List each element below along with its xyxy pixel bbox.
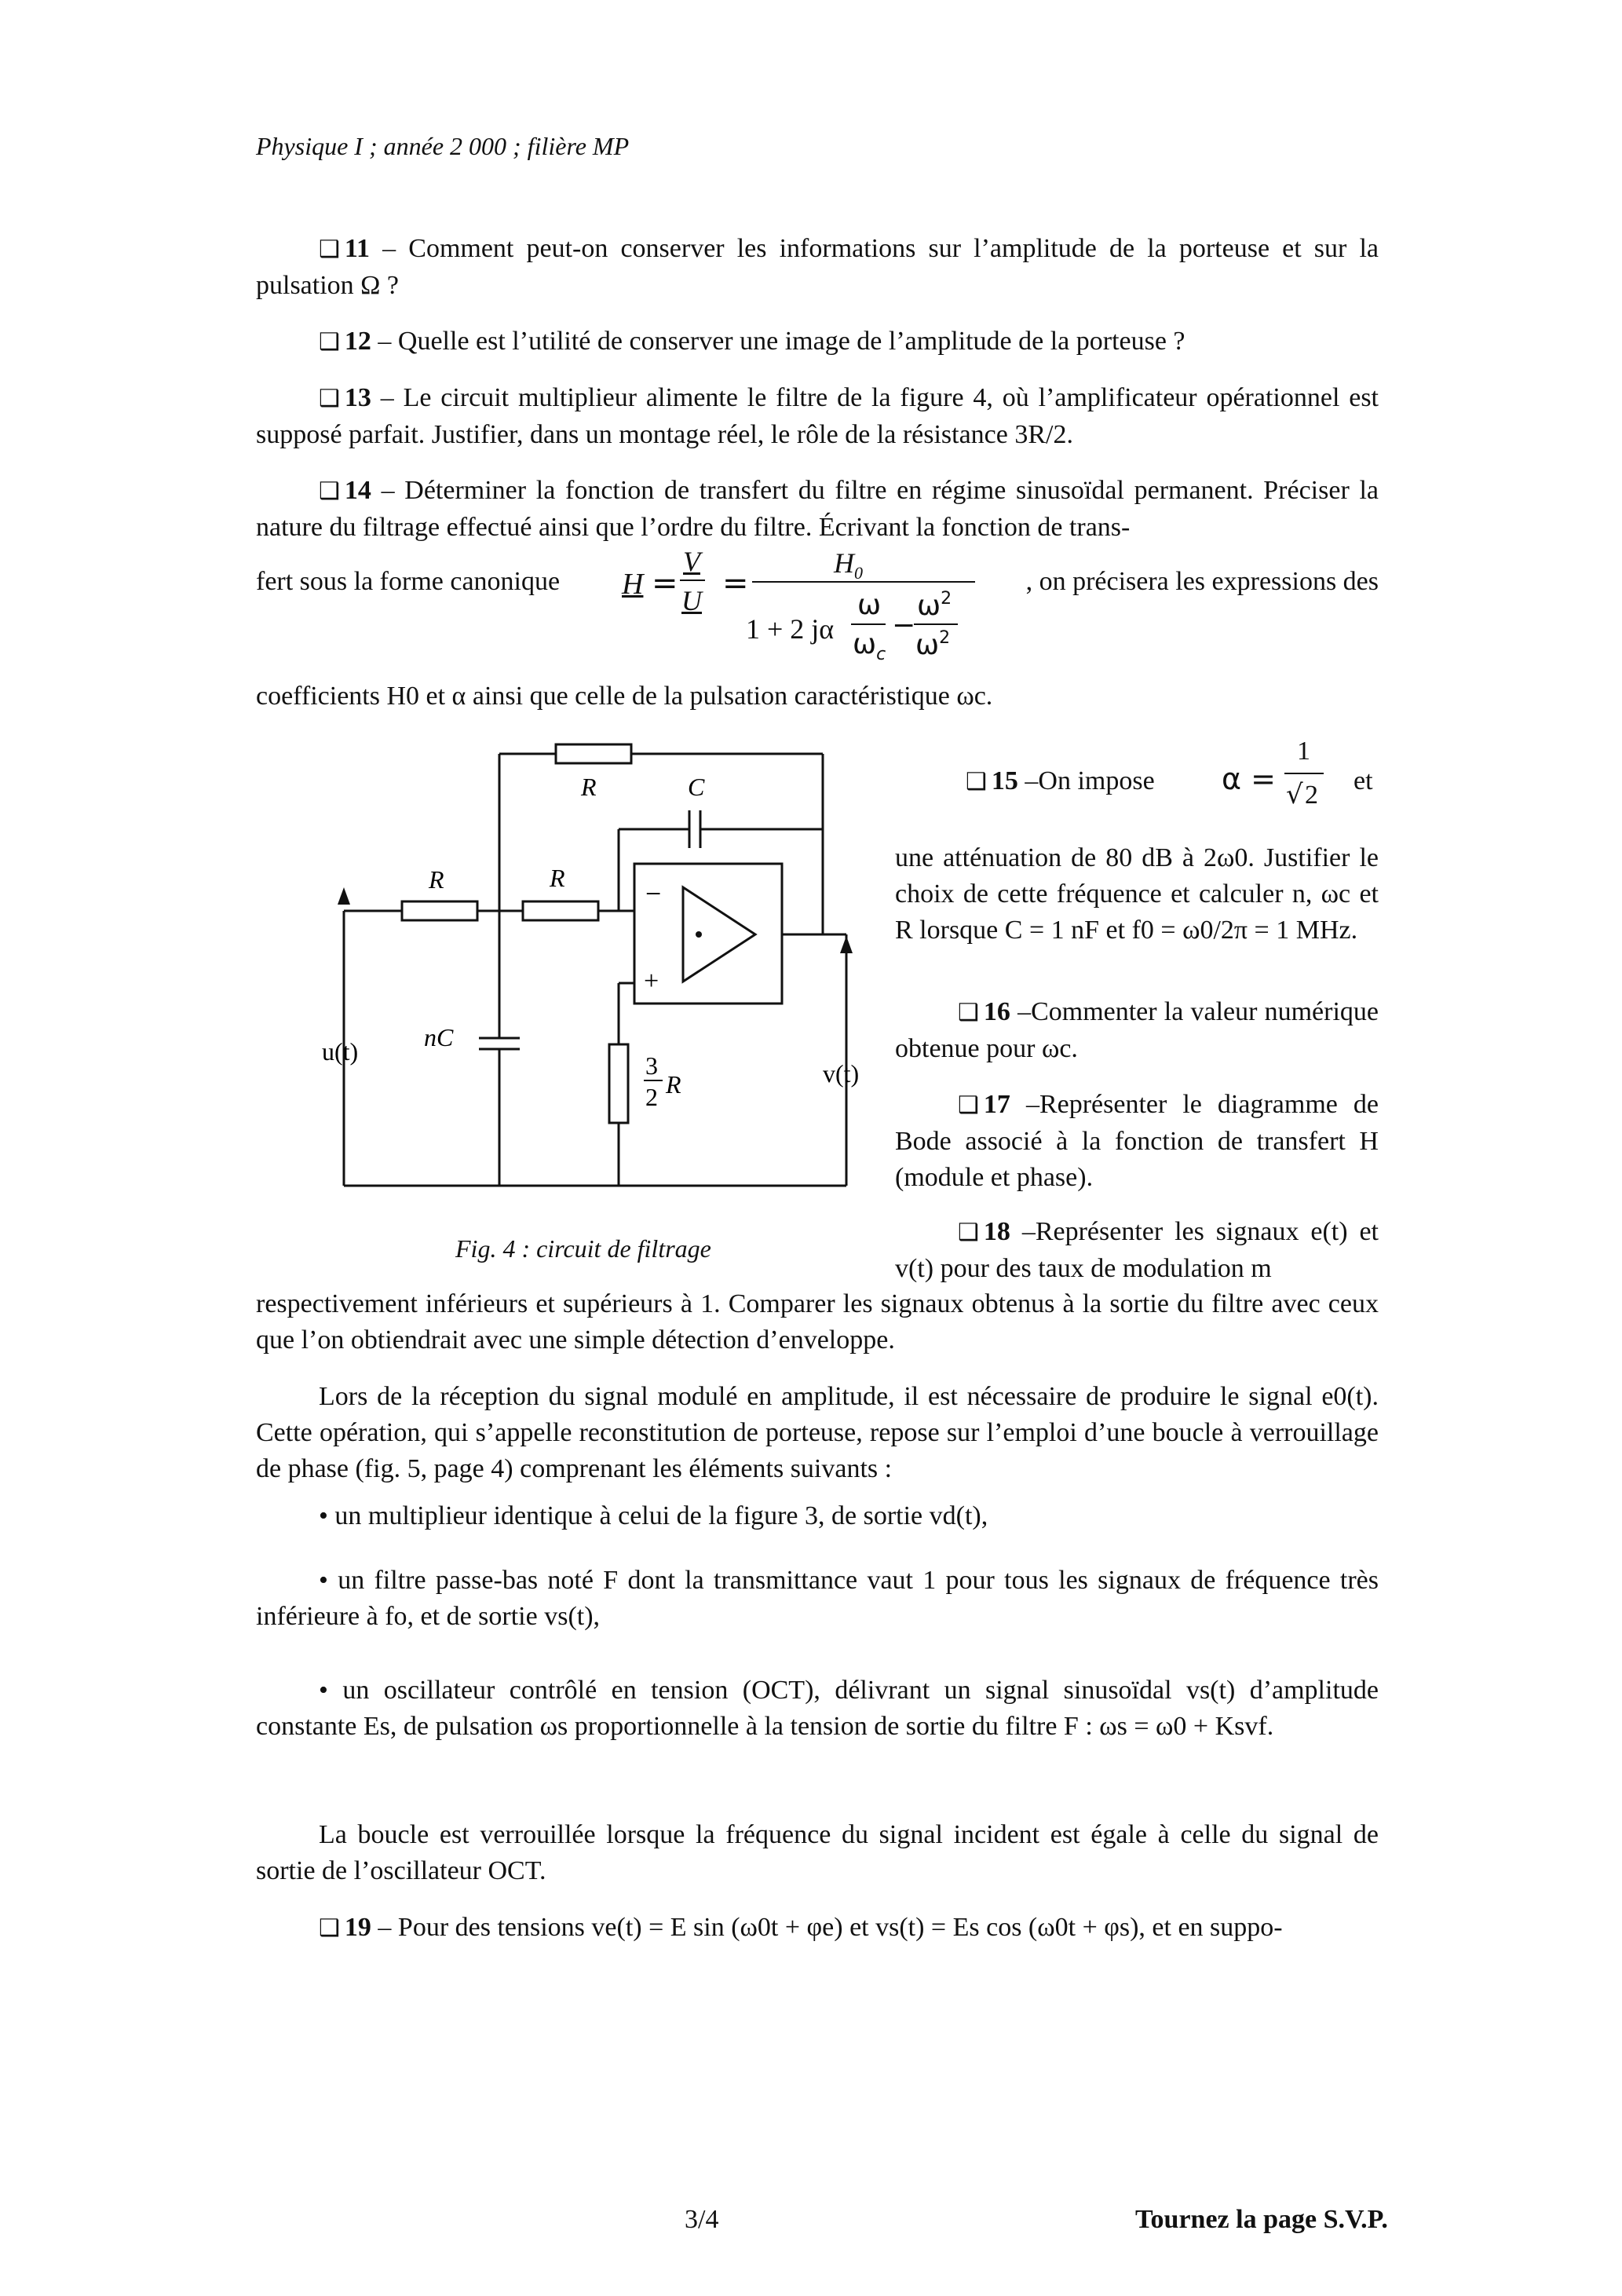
canonical-form-label: fert sous la forme canonique [256,567,561,596]
alpha-formula: α = 1 √ 2 [1222,737,1339,831]
question-15-text: une atténuation de 80 dB à 2ω0. Justifier le choix de cette fréquence et calculer n, ωc et R lorsque C = 1 nF et f0 = ω0/2π = 1 MHz. [895,843,1379,945]
filter-circuit-diagram [314,730,879,1217]
label-minus: − [645,878,662,909]
coefficients-line: coefficients H0 et α ainsi que celle de la pulsation caractéristique ωc. [256,682,993,711]
label-r-mid: R [550,864,565,892]
figure-caption: Fig. 4 : circuit de filtrage [455,1234,711,1263]
checkbox-icon: ❑ [319,385,340,412]
label-2: 2 [645,1083,658,1111]
bullet-icon: • [319,1501,335,1530]
checkbox-icon: ❑ [319,328,340,356]
resistor-top [556,744,631,763]
question-18-continued: respectivement inférieurs et supérieurs à 1. Comparer les signaux obtenus à la sortie du filtre avec ceux que l’on obtiendrait avec une simple détection d’enveloppe. [256,1289,1379,1355]
label-plus: + [644,967,659,996]
bullet-multiplier: • un multiplieur identique à celui de la figure 3, de sortie vd(t), [319,1501,988,1530]
label-3: 3 [645,1051,658,1080]
loop-paragraph: La boucle est verrouillée lorsque la fréquence du signal incident est égale à celle du signal de sortie de l’oscillateur OCT. [256,1820,1379,1885]
q15-et: et [1353,766,1373,795]
bullet-filter: • un filtre passe-bas noté F dont la transmittance vaut 1 pour tous les signaux de fréquence très inférieure à fo, et de sortie vs(t), [256,1566,1379,1631]
label-r-top: R [581,773,597,801]
resistor-middle [523,901,598,920]
turn-page-note: Tournez la page S.V.P. [1135,2205,1388,2234]
question-14: ❑ 14 – Déterminer la fonction de transfert du filtre en régime sinusoïdal permanent. Préciser la nature du filtrage effectué ainsi que l’ordre du filtre. Écrivant la fonction de trans- [256,476,1379,542]
question-19: ❑ 19 – Pour des tensions ve(t) = E sin (ω0t + φe) et vs(t) = Es cos (ω0t + φs), et en suppo- [319,1913,1283,1942]
page-header: Physique I ; année 2 000 ; filière MP [256,132,630,160]
checkbox-icon: ❑ [958,999,979,1026]
page-number: 3/4 [685,2205,719,2234]
bullet-icon: • [319,1566,338,1595]
reception-paragraph: Lors de la réception du signal modulé en amplitude, il est nécessaire de produire le signal e0(t). Cette opération, qui s’appelle reconstitution de porteuse, repose sur l’emploi d’une boucle à verrouillage de phase (fig. 5, page 4) comprenant les éléments suivants : [256,1382,1379,1483]
canonical-form-end: , on précisera les expressions des [1025,567,1379,596]
checkbox-icon: ❑ [319,1914,340,1942]
resistor-3r2 [609,1044,628,1123]
question-12: ❑ 12 – Quelle est l’utilité de conserver une image de l’amplitude de la porteuse ? [319,327,1185,356]
question-17: ❑ 17 –Représenter le diagramme de Bode associé à la fonction de transfert H (module et phase). [895,1090,1379,1192]
bullet-icon: • [319,1676,343,1705]
bullet-oscillator: • un oscillateur contrôlé en tension (OCT), délivrant un signal sinusoïdal vs(t) d’amplitude constante Es, de pulsation ωs proportionnelle à la tension de sortie du filtre F : ωs = ω0 + Ksvf. [256,1676,1379,1741]
label-nc: nC [424,1023,454,1051]
question-13: ❑ 13 – Le circuit multiplieur alimente le filtre de la figure 4, où l’amplificateur opérationnel est supposé parfait. Justifier, dans un montage réel, le rôle de la résistance 3R/2. [256,383,1379,449]
label-u: u(t) [322,1037,359,1066]
resistor-left [402,901,477,920]
checkbox-icon: ❑ [958,1091,979,1119]
checkbox-icon: ❑ [319,477,340,505]
question-18: ❑ 18 –Représenter les signaux e(t) et v(t) pour des taux de modulation m [895,1217,1379,1283]
label-c: C [688,773,705,801]
question-11: ❑ 11 – Comment peut-on conserver les informations sur l’amplitude de la porteuse et sur la pulsation Ω ? [256,234,1379,300]
label-v: v(t) [823,1059,860,1088]
label-r-left: R [429,865,444,894]
checkbox-icon: ❑ [966,768,987,795]
checkbox-icon: ❑ [319,236,340,263]
question-16: ❑ 16 –Commenter la valeur numérique obtenue pour ωc. [895,997,1379,1063]
question-15-lead: ❑ 15 –On impose [966,766,1155,795]
label-r-32: R [666,1070,681,1099]
checkbox-icon: ❑ [958,1219,979,1246]
transfer-function-formula: H = V U = $H_0$ 1 + 2 jα ω $\omega_c$ − $\omega^2$ $\omega^2$ [612,547,981,680]
